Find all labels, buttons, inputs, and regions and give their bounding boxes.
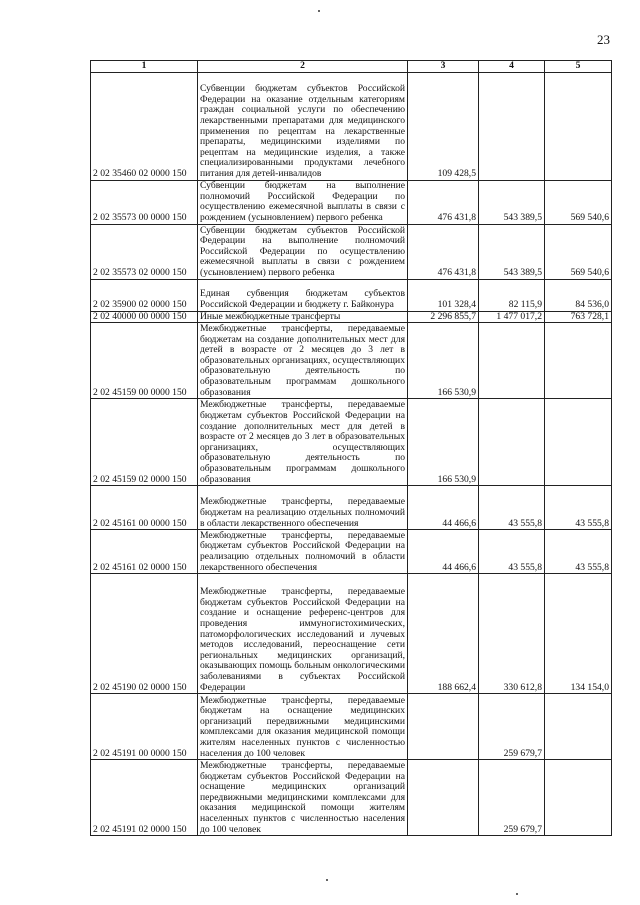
- value-col3: 101 328,4: [408, 279, 479, 311]
- table-row: [91, 486, 612, 530]
- table-row: [91, 180, 612, 224]
- value-col4: 43 555,8: [479, 530, 545, 574]
- page-number: 23: [597, 32, 610, 47]
- budget-code: 2 02 45190 02 0000 150: [91, 574, 198, 694]
- table-row: [91, 574, 612, 694]
- value-col5: 763 728,1: [545, 311, 612, 323]
- row-description: Межбюджетные трансферты, передаваемые бюджетам субъектов Российской Федерации на оснащение медицинских организаций передвижными медицинскими комплексами для оказания медицинской помощи жителям населенных пунктов с численностью населения до 100 человек: [198, 760, 408, 836]
- table-row: [91, 279, 612, 311]
- table-row: [91, 72, 612, 180]
- budget-code: 2 02 45159 00 0000 150: [91, 323, 198, 399]
- table-row: [91, 530, 612, 574]
- value-col5: 569 540,6: [545, 180, 612, 224]
- budget-code: 2 02 40000 00 0000 150: [91, 311, 198, 323]
- value-col3: 44 466,6: [408, 486, 479, 530]
- row-description: Межбюджетные трансферты, передаваемые бюджетам на оснащение медицинских организаций передвижными медицинскими комплексами для оказания медицинской помощи жителям населенных пунктов с численностью населения до 100 человек: [198, 694, 408, 760]
- row-description: Субвенции бюджетам субъектов Российской Федерации на выполнение полномочий Российской Федерации по осуществлению ежемесячной выплаты в связи с рождением (усыновлением) первого ребенка: [198, 224, 408, 279]
- row-description: Межбюджетные трансферты, передаваемые бюджетам субъектов Российской Федерации на реализацию отдельных полномочий в области лекарственного обеспечения: [198, 530, 408, 574]
- value-col3: 188 662,4: [408, 574, 479, 694]
- value-col4: [479, 323, 545, 399]
- table-row: [91, 694, 612, 760]
- row-description: Межбюджетные трансферты, передаваемые бюджетам на реализацию отдельных полномочий в области лекарственного обеспечения: [198, 486, 408, 530]
- column-header: 5: [545, 61, 612, 73]
- value-col3: 109 428,5: [408, 72, 479, 180]
- row-description: Межбюджетные трансферты, передаваемые бюджетам на создание дополнительных мест для детей в возрасте от 2 месяцев до 3 лет в образовательных организациях, осуществляющих образовательную деятельность по образовательным программам дошкольного образования: [198, 323, 408, 399]
- header-row: [91, 61, 612, 73]
- column-header: 4: [479, 61, 545, 73]
- value-col5: 43 555,8: [545, 486, 612, 530]
- value-col3: 2 296 855,7: [408, 311, 479, 323]
- budget-code: 2 02 35460 02 0000 150: [91, 72, 198, 180]
- value-col4: 330 612,8: [479, 574, 545, 694]
- value-col3: 166 530,9: [408, 323, 479, 399]
- budget-code: 2 02 45161 02 0000 150: [91, 530, 198, 574]
- table-row: [91, 224, 612, 279]
- value-col5: 134 154,0: [545, 574, 612, 694]
- value-col5: 569 540,6: [545, 224, 612, 279]
- value-col4: [479, 399, 545, 486]
- budget-code: 2 02 45191 02 0000 150: [91, 760, 198, 836]
- table-row: [91, 399, 612, 486]
- scan-speck: [516, 893, 518, 895]
- value-col5: [545, 72, 612, 180]
- value-col5: [545, 760, 612, 836]
- budget-code: 2 02 35573 00 0000 150: [91, 180, 198, 224]
- scan-speck: [326, 879, 328, 881]
- value-col4: 259 679,7: [479, 760, 545, 836]
- row-description: Субвенции бюджетам на выполнение полномочий Российской Федерации по осуществлению ежемесячной выплаты в связи с рождением (усыновлением) первого ребенка: [198, 180, 408, 224]
- row-description: Единая субвенция бюджетам субъектов Российской Федерации и бюджету г. Байконура: [198, 279, 408, 311]
- row-description: Иные межбюджетные трансферты: [198, 311, 408, 323]
- value-col4: [479, 72, 545, 180]
- row-description: Межбюджетные трансферты, передаваемые бюджетам субъектов Российской Федерации на создание и оснащение референс-центров для проведения иммуногистохимических, патоморфологических исследований и лучевых методов исследований, переоснащение сети региональных медицинских организаций, оказывающих помощь больным онкологическими заболеваниями в субъектах Российской Федерации: [198, 574, 408, 694]
- value-col3: 476 431,8: [408, 180, 479, 224]
- value-col5: 84 536,0: [545, 279, 612, 311]
- budget-code: 2 02 35900 02 0000 150: [91, 279, 198, 311]
- value-col4: 1 477 017,2: [479, 311, 545, 323]
- table-row: [91, 323, 612, 399]
- budget-code: 2 02 45161 00 0000 150: [91, 486, 198, 530]
- value-col4: 82 115,9: [479, 279, 545, 311]
- value-col3: 44 466,6: [408, 530, 479, 574]
- budget-table: [90, 60, 612, 836]
- budget-code: 2 02 45191 00 0000 150: [91, 694, 198, 760]
- value-col5: [545, 323, 612, 399]
- table-row: [91, 311, 612, 323]
- budget-code: 2 02 35573 02 0000 150: [91, 224, 198, 279]
- row-description: Субвенции бюджетам субъектов Российской Федерации на оказание отдельным категориям граждан социальной услуги по обеспечению лекарственными препаратами для медицинского применения по рецептам на лекарственные препараты, медицинскими изделиями по рецептам на медицинские изделия, а также специализированными продуктами лечебного питания для детей-инвалидов: [198, 72, 408, 180]
- value-col3: 166 530,9: [408, 399, 479, 486]
- table-row: [91, 760, 612, 836]
- value-col3: 476 431,8: [408, 224, 479, 279]
- value-col4: 543 389,5: [479, 180, 545, 224]
- value-col3: [408, 694, 479, 760]
- budget-code: 2 02 45159 02 0000 150: [91, 399, 198, 486]
- column-header: 2: [198, 61, 408, 73]
- value-col4: 543 389,5: [479, 224, 545, 279]
- column-header: 3: [408, 61, 479, 73]
- value-col5: 43 555,8: [545, 530, 612, 574]
- row-description: Межбюджетные трансферты, передаваемые бюджетам субъектов Российской Федерации на создание дополнительных мест для детей в возрасте от 2 месяцев до 3 лет в образовательных организациях, осуществляющих образовательную деятельность по образовательным программам дошкольного образования: [198, 399, 408, 486]
- value-col4: 43 555,8: [479, 486, 545, 530]
- column-header: 1: [91, 61, 198, 73]
- scan-speck: [318, 10, 320, 12]
- value-col5: [545, 694, 612, 760]
- value-col5: [545, 399, 612, 486]
- value-col4: 259 679,7: [479, 694, 545, 760]
- value-col3: [408, 760, 479, 836]
